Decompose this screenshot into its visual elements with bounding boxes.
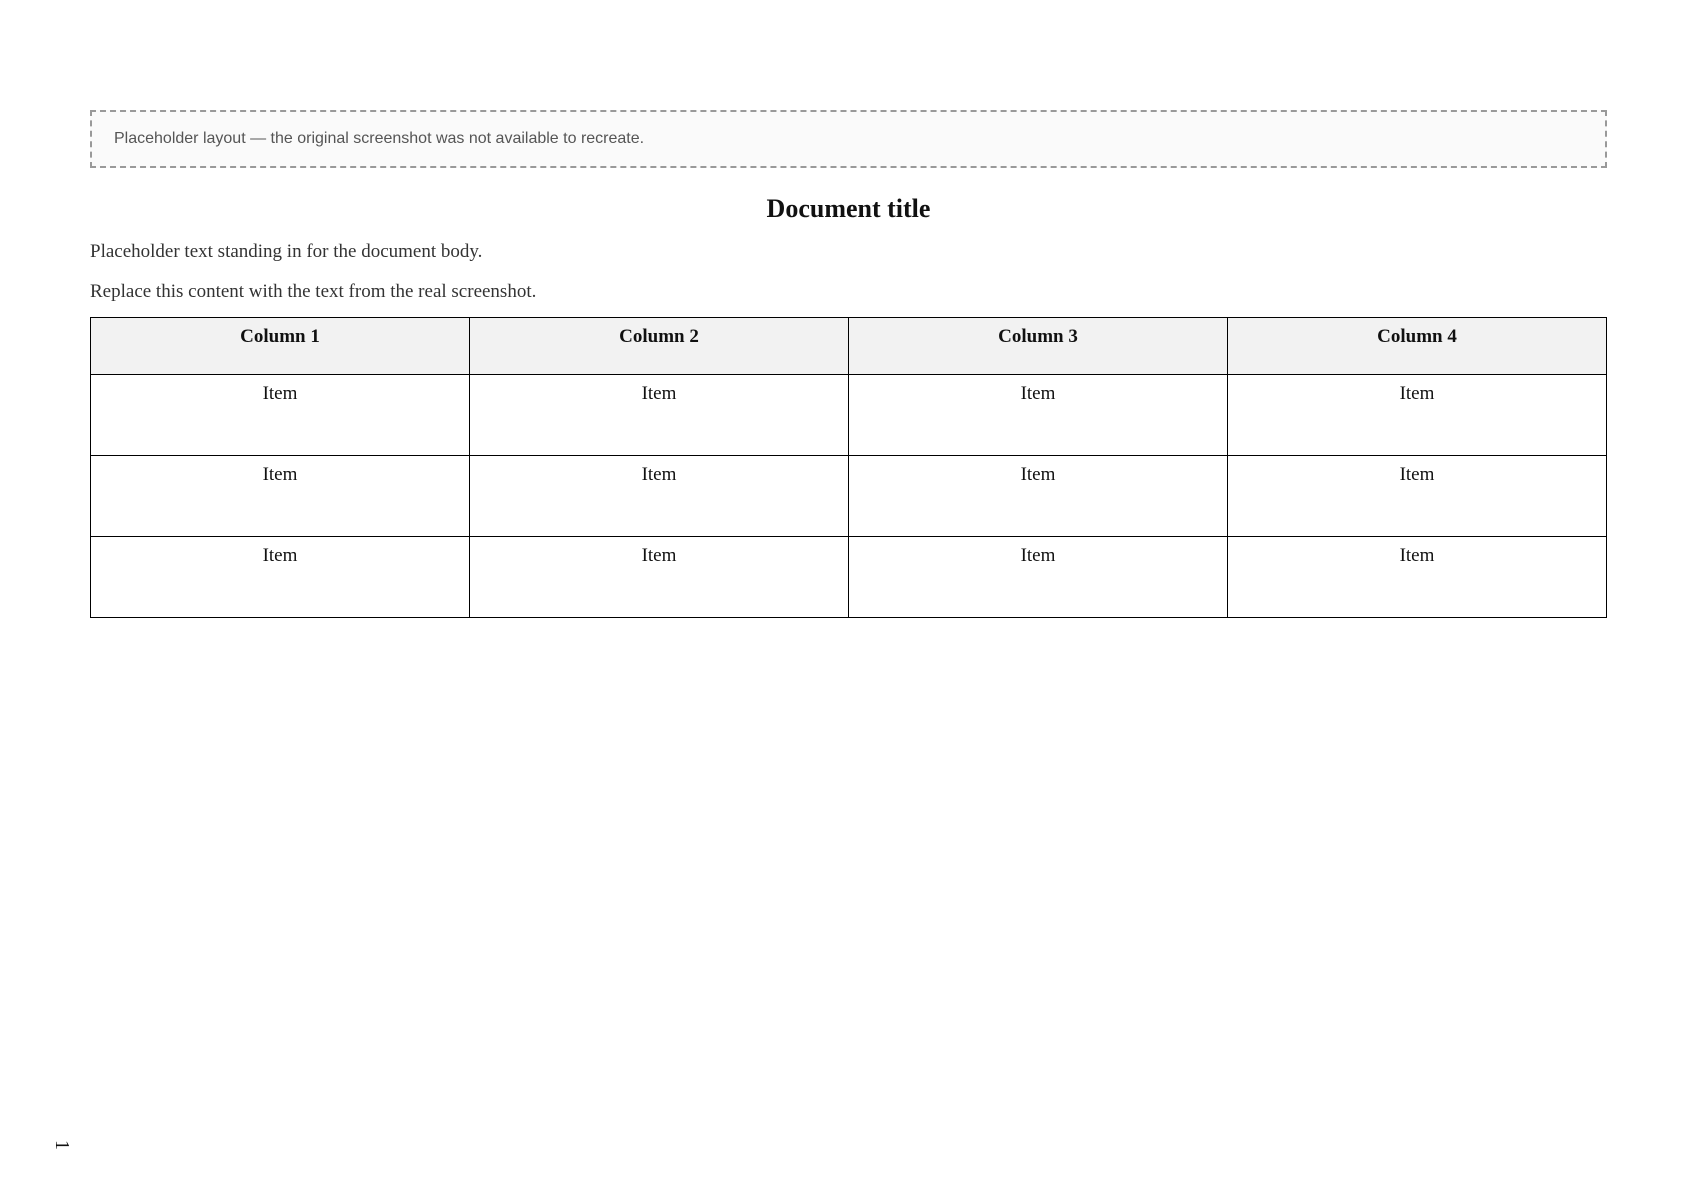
body-paragraph: Placeholder text standing in for the document body. bbox=[90, 241, 483, 262]
table-cell: Item bbox=[1228, 456, 1607, 537]
table-cell: Item bbox=[91, 537, 470, 618]
body-paragraph: Replace this content with the text from the real screenshot. bbox=[90, 280, 537, 302]
table-cell: Item bbox=[1228, 375, 1607, 456]
table-cell: Item bbox=[849, 375, 1228, 456]
table-cell: Item bbox=[470, 456, 849, 537]
table-cell: Item bbox=[91, 375, 470, 456]
table-row bbox=[91, 456, 1607, 537]
page-number: 1 bbox=[51, 1140, 73, 1150]
document-title: Document title bbox=[766, 194, 931, 223]
table-header-row bbox=[91, 318, 1607, 375]
column-header: Column 1 bbox=[91, 318, 470, 375]
column-header: Column 3 bbox=[849, 318, 1228, 375]
table-cell: Item bbox=[470, 537, 849, 618]
document-table bbox=[90, 317, 1607, 618]
table-cell: Item bbox=[849, 537, 1228, 618]
table-cell: Item bbox=[470, 375, 849, 456]
table-cell: Item bbox=[91, 456, 470, 537]
placeholder-notice: Placeholder layout — the original screenshot was not available to recreate. bbox=[90, 110, 1607, 168]
table-cell: Item bbox=[1228, 537, 1607, 618]
table-row bbox=[91, 375, 1607, 456]
column-header: Column 4 bbox=[1228, 318, 1607, 375]
table-cell: Item bbox=[849, 456, 1228, 537]
table-row bbox=[91, 537, 1607, 618]
column-header: Column 2 bbox=[470, 318, 849, 375]
